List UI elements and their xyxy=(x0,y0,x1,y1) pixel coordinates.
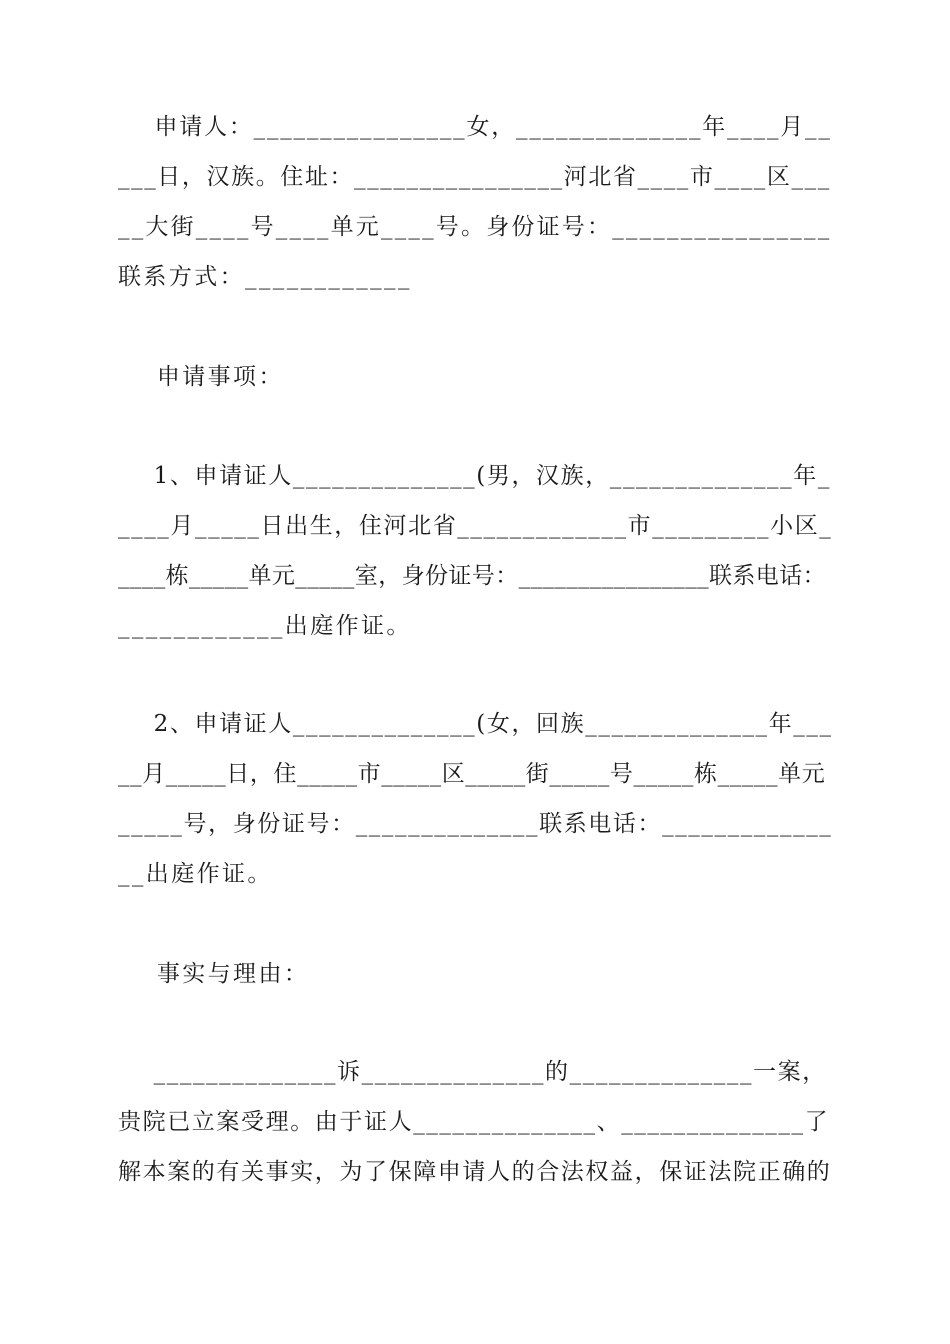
facts-line-2: 贵院已立案受理。由于证人______________、______________了 xyxy=(118,1109,830,1135)
item1-line-3: ____栋_____单元_____室，身份证号：________________联系电话： xyxy=(118,563,826,589)
item2-line-3: _____号，身份证号：______________联系电话：_____________ xyxy=(118,811,833,837)
item1-line-1: 1、申请证人______________(男，汉族，______________年_ xyxy=(118,463,831,489)
item2-line-1: 2、申请证人______________(女，回族______________年___ xyxy=(118,711,833,737)
item1-line-2: ____月_____日出生，住河北省_____________市_________小区_ xyxy=(118,513,833,539)
applicant-line-4: 联系方式：____________ xyxy=(118,264,412,290)
matters-heading: 申请事项： xyxy=(118,364,284,390)
item2-line-2: __月_____日，住_____市_____区_____街_____号_____栋_____单元 xyxy=(118,761,826,787)
facts-line-3: 解本案的有关事实，为了保障申请人的合法权益，保证法院正确的 xyxy=(118,1159,832,1185)
facts-line-1: ______________诉______________的______________一案， xyxy=(118,1059,827,1085)
item2-line-4: __出庭作证。 xyxy=(118,861,273,887)
applicant-line-3: __大街____号____单元____号。身份证号：________________ xyxy=(118,214,832,240)
facts-heading: 事实与理由： xyxy=(118,961,310,987)
applicant-line-1: 申请人：________________女，______________年____月__ xyxy=(118,114,832,140)
item1-line-4: ____________出庭作证。 xyxy=(118,613,412,639)
applicant-line-2: ___日，汉族。住址：________________河北省____市____区___ xyxy=(118,164,831,190)
